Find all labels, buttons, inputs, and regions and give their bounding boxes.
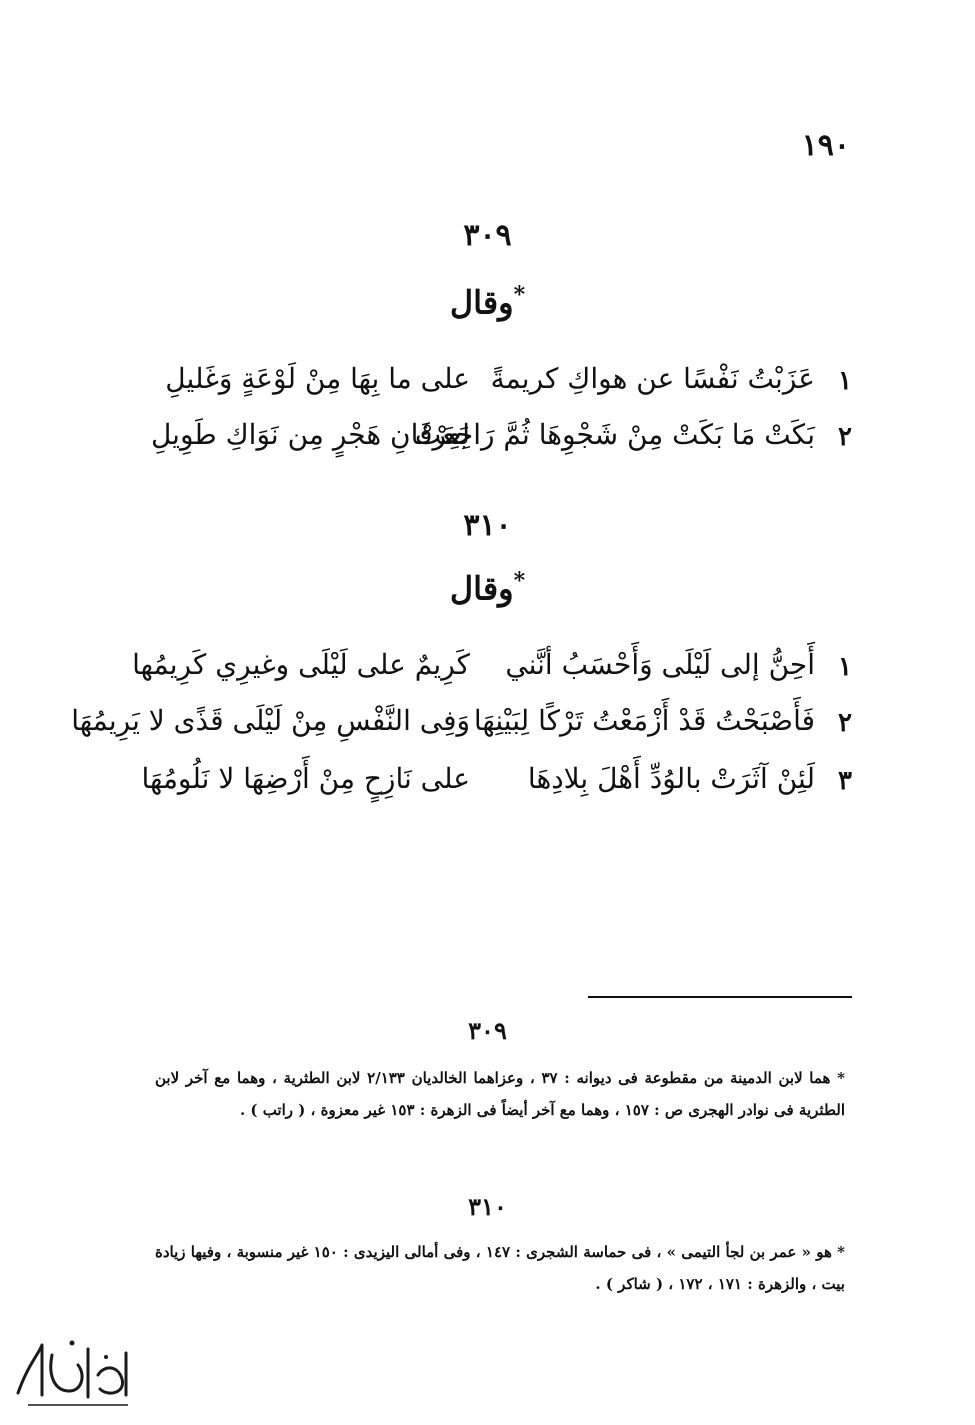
footnote-mark: * bbox=[513, 282, 526, 308]
verse bbox=[132, 648, 860, 692]
verse-first-hemistich: فَأَصْبَحْتُ قَدْ أَزْمَعْتُ تَرْكًا لِبَيْنِهَا bbox=[473, 704, 815, 737]
verse-first-hemistich: أَحِنُّ إلى لَيْلَى وَأَحْسَبُ أنَّني bbox=[505, 648, 815, 681]
verse-first-hemistich: لَئِنْ آثَرَتْ بالوُدِّ أَهْلَ بِلادِهَا bbox=[527, 762, 815, 795]
footnote-divider bbox=[588, 996, 852, 998]
verse bbox=[71, 704, 860, 748]
verse-first-hemistich: بَكَتْ مَا بَكَتْ مِنْ شَجْوِهَا ثُمَّ رَاجَعَتْ bbox=[414, 418, 815, 451]
page-number: ١٩٠ bbox=[801, 128, 850, 163]
verse-second-hemistich: على ما بِهَا مِنْ لَوْعَةٍ وَغَليلِ bbox=[165, 362, 470, 395]
poem-number: ٣١٠ bbox=[463, 508, 512, 543]
poem-title-text: وقال bbox=[449, 569, 514, 608]
footnote-text: * هما لابن الدمينة من مقطوعة فى ديوانه : ٣٧ ، وعزاهما الخالديان ٢/١٣٣ لابن الطثرية ، وهما مع آخر لابن الطثرية فى نوادر الهجرى ص : ١٥٧ ، وهما مع آخر أيضاً فى الزهرة : ١٥٣ غير معزوة ، ( راتب ) . bbox=[155, 1069, 845, 1119]
poem-number: ٣٠٩ bbox=[463, 218, 512, 253]
footnote-number: ٣١٠ bbox=[468, 1192, 507, 1221]
verse-number: ٢ bbox=[838, 422, 852, 452]
footnote-mark: * bbox=[513, 568, 526, 594]
poem-title-text: وقال bbox=[449, 283, 514, 322]
verse-number: ١ bbox=[838, 652, 852, 682]
verse-second-hemistich: لِعِرْفَانِ هَجْرٍ مِن نَوَاكِ طَوِيلِ bbox=[150, 418, 470, 451]
verse-second-hemistich: على نَازِحٍ مِنْ أَرْضِهَا لا نَلُومُهَا bbox=[141, 762, 470, 795]
poem-title bbox=[0, 282, 975, 322]
verse bbox=[150, 418, 860, 462]
verse-number: ٣ bbox=[838, 766, 852, 796]
verse-first-hemistich: عَزَبْتُ نَفْسًا عن هواكِ كريمةً bbox=[490, 362, 815, 395]
calligraphy-stamp-logo bbox=[8, 1335, 142, 1415]
verse-number: ٢ bbox=[838, 708, 852, 738]
footnote-number: ٣٠٩ bbox=[468, 1016, 507, 1045]
footnote-text: * هو « عمر بن لجأ التيمى » ، فى حماسة الشجرى : ١٤٧ ، وفى أمالى اليزيدى : ١٥٠ غير منسوبة ، وفيها زيادة بيت ، والزهرة : ١٧١ ، ١٧٢ ، ( شاكر ) . bbox=[155, 1243, 845, 1293]
verse bbox=[160, 362, 860, 406]
poem-title bbox=[0, 568, 975, 608]
verse-second-hemistich: كَرِيمٌ على لَيْلَى وغيرِي كَرِيمُها bbox=[132, 648, 470, 681]
verse bbox=[141, 762, 860, 806]
verse-number: ١ bbox=[838, 366, 852, 396]
verse-second-hemistich: وَفِى النَّفْسِ مِنْ لَيْلَى قَذًى لا يَرِيمُهَا bbox=[71, 704, 470, 737]
